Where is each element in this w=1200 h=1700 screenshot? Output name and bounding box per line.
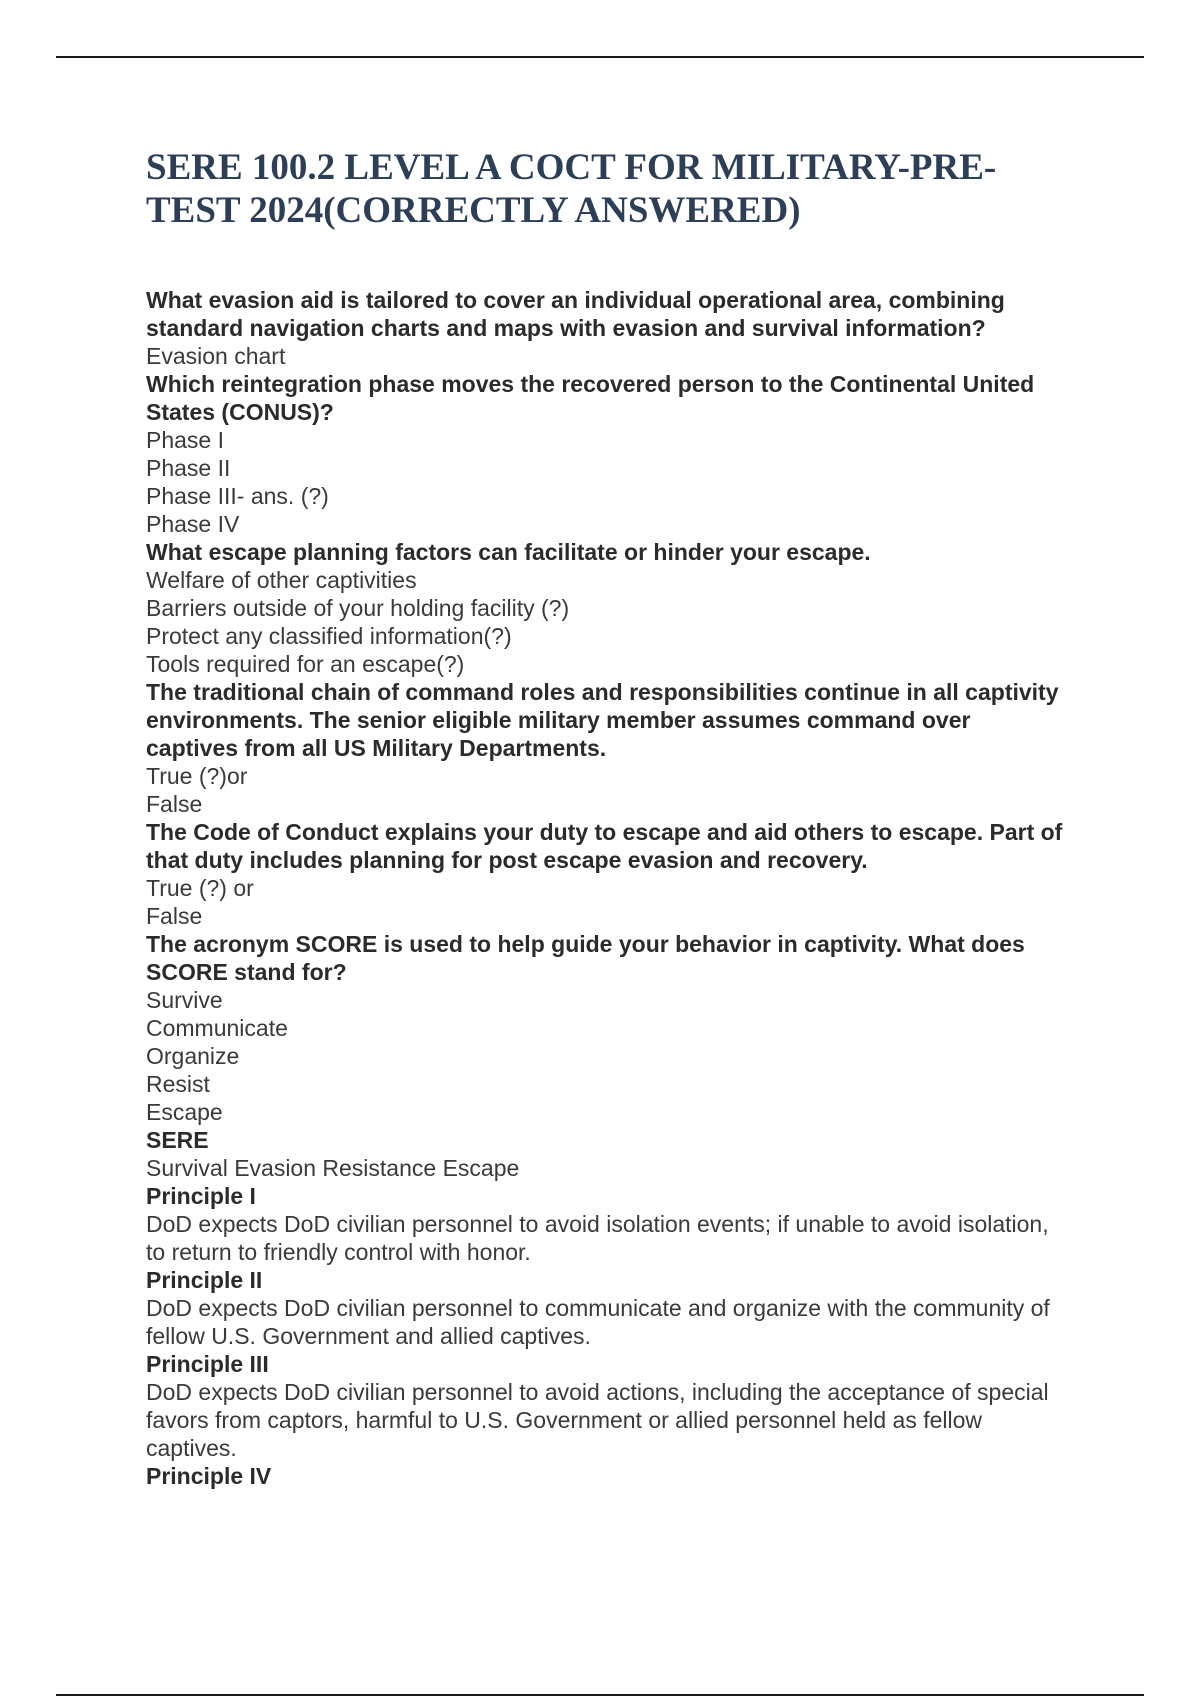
answer-text: Phase I <box>146 427 224 453</box>
answer-text: False <box>146 791 203 817</box>
question-text: SERE <box>146 1127 209 1153</box>
question-text: The Code of Conduct explains your duty to escape and aid others to escape. Part of that duty includes planning for post escape evasion and recovery. <box>146 819 1063 873</box>
answer-text: Phase III- ans. (?) <box>146 483 329 509</box>
question-text: Which reintegration phase moves the recovered person to the Continental United States (CONUS)? <box>146 371 1035 425</box>
answer-text: False <box>146 903 203 929</box>
answer-text: Phase IV <box>146 511 240 537</box>
answer-text: Protect any classified information(?) <box>146 623 512 649</box>
answer-text: Escape <box>146 1099 223 1125</box>
answer-text: Evasion chart <box>146 343 286 369</box>
question-text: What escape planning factors can facilitate or hinder your escape. <box>146 539 871 565</box>
answer-text: Survival Evasion Resistance Escape <box>146 1155 520 1181</box>
answer-text: Barriers outside of your holding facility (?) <box>146 595 570 621</box>
answer-text: DoD expects DoD civilian personnel to avoid actions, including the acceptance of special favors from captors, harmful to U.S. Government or allied personnel held as fellow captives. <box>146 1379 1049 1461</box>
document-body <box>146 286 1066 1490</box>
answer-text: Tools required for an escape(?) <box>146 651 465 677</box>
answer-text: Resist <box>146 1071 210 1097</box>
answer-text: Organize <box>146 1043 240 1069</box>
top-rule <box>56 56 1144 58</box>
answer-text: Survive <box>146 987 223 1013</box>
document-title: SERE 100.2 LEVEL A COCT FOR MILITARY-PRE-TEST 2024(CORRECTLY ANSWERED) <box>146 147 997 231</box>
question-text: Principle IV <box>146 1463 272 1489</box>
bottom-rule <box>56 1694 1144 1696</box>
question-text: Principle III <box>146 1351 269 1377</box>
answer-text: True (?)or <box>146 763 248 789</box>
question-text: Principle II <box>146 1267 263 1293</box>
question-text: The traditional chain of command roles and responsibilities continue in all captivity environments. The senior eligible military member assumes command over captives from all US Military Departments. <box>146 679 1059 761</box>
answer-text: DoD expects DoD civilian personnel to communicate and organize with the community of fellow U.S. Government and allied captives. <box>146 1295 1050 1349</box>
answer-text: Communicate <box>146 1015 288 1041</box>
question-text: Principle I <box>146 1183 256 1209</box>
answer-text: Phase II <box>146 455 231 481</box>
answer-text: DoD expects DoD civilian personnel to avoid isolation events; if unable to avoid isolation, to return to friendly control with honor. <box>146 1211 1049 1265</box>
answer-text: True (?) or <box>146 875 254 901</box>
answer-text: Welfare of other captivities <box>146 567 417 593</box>
question-text: The acronym SCORE is used to help guide your behavior in captivity. What does SCORE stand for? <box>146 931 1025 985</box>
question-text: What evasion aid is tailored to cover an individual operational area, combining standard navigation charts and maps with evasion and survival information? <box>146 287 1005 341</box>
